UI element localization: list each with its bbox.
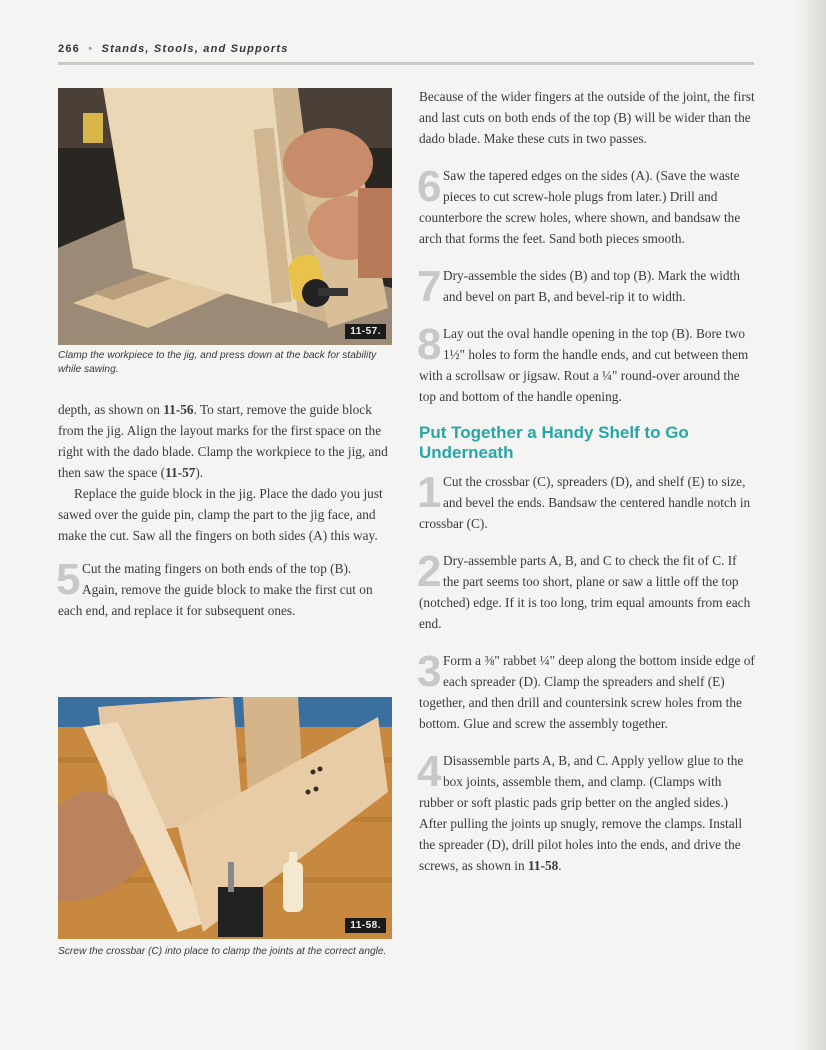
step-number: 4 (417, 747, 442, 796)
figure-caption: Clamp the workpiece to the jig, and press down at the back for stability while sawing. (58, 350, 377, 375)
right-column (419, 86, 755, 876)
body-paragraph: Because of the wider fingers at the outside of the joint, the first and last cuts on both ends of the top (B) will be wider than the dado blade. Make these cuts in two passes. (419, 89, 755, 146)
figure-label: 11-57. (345, 324, 386, 339)
body-paragraph: Replace the guide block in the jig. Place the dado you just sawed over the guide pin, clamp the part to the jig face, and make the cut. Saw all the fingers on both sides (A) this way. (58, 486, 383, 543)
step-3: 3 Form a ⅜" rabbet ¼" deep along the bottom inside edge of each spreader (D). Clamp the spreaders and shelf (E) together, and then drill and countersink screw holes from the bottom. Glue and screw the assembly together. (417, 647, 755, 731)
header-rule (58, 62, 754, 65)
step-4: 4 Disassemble parts A, B, and C. Apply yellow glue to the box joints, assemble them, and clamp. (Clamps with rubber or soft plastic pads grip better on the angled sides.) After pulling the joints up snugly, remove the clamps. Install the spreader (D), drill pilot holes into the ends, and drive the screws, as shown in 11-58. (417, 747, 744, 873)
left-column (58, 399, 388, 621)
step-number: 8 (417, 320, 442, 369)
step-number: 7 (417, 262, 442, 311)
figure-reference: 11-57 (165, 465, 196, 480)
photo-jig-sawing (58, 88, 392, 345)
body-paragraph: depth, as shown on 11-56. To start, remove the guide block from the jig. Align the layout marks for the first space on the right with the dado blade. Clamp the workpiece to the jig, and then saw the space (11-57). (58, 402, 388, 480)
step-5: 5 Cut the mating fingers on both ends of the top (B). Again, remove the guide block to make the first cut on each end, and replace it for subsequent ones. (56, 555, 373, 618)
step-number: 1 (417, 468, 442, 517)
step-7: 7 Dry-assemble the sides (B) and top (B). Mark the width and bevel on part B, and bevel-rip it to width. (417, 262, 740, 311)
photo-screw-crossbar (58, 697, 392, 939)
figure-label: 11-58. (345, 918, 386, 933)
figure-reference: 11-58 (527, 858, 559, 873)
page-number: 266 (58, 43, 80, 55)
figure-reference: 11-56 (163, 402, 194, 417)
step-8: 8 Lay out the oval handle opening in the top (B). Bore two 1½" holes to form the handle ends, and cut between them with a scrollsaw or jigsaw. Rout a ¼" round-over around the top and bottom of the handle opening. (417, 320, 749, 404)
header-separator: • (88, 43, 94, 55)
step-1: 1 Cut the crossbar (C), spreaders (D), and shelf (E) to size, and bevel the ends. Bandsaw the centered handle notch in crossbar (C). (417, 468, 751, 531)
step-number: 3 (417, 647, 442, 696)
figure-caption: Screw the crossbar (C) into place to clamp the joints at the correct angle. (58, 946, 387, 957)
step-number: 2 (417, 547, 442, 596)
step-6: 6 Saw the tapered edges on the sides (A). (Save the waste pieces to cut screw-hole plugs from later.) Drill and counterbore the screw holes, where shown, and bandsaw the arch that forms the feet. Sand both pieces smooth. (417, 162, 741, 246)
running-header (58, 43, 754, 55)
section-heading: Put Together a Handy Shelf to Go Underneath (419, 423, 689, 462)
step-number: 6 (417, 162, 442, 211)
section-title: Stands, Stools, and Supports (101, 43, 289, 55)
step-2: 2 Dry-assemble parts A, B, and C to check the fit of C. If the part seems too short, plane or saw a little off the top (notched) edge. If it is too long, trim equal amounts from each end. (417, 547, 751, 631)
page-edge-shadow (796, 0, 826, 1050)
step-number: 5 (56, 555, 81, 604)
